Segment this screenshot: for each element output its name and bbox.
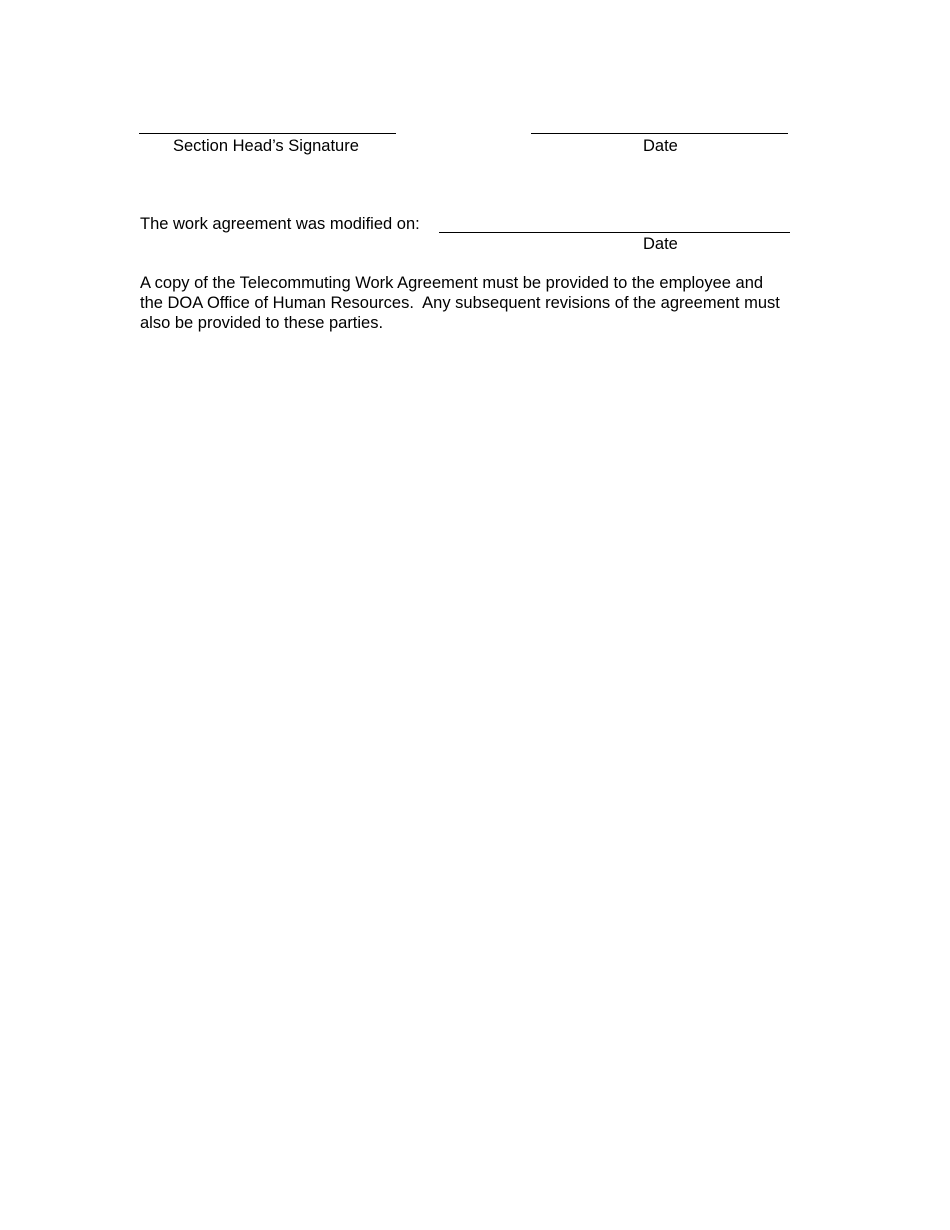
modified-on-label: The work agreement was modified on: xyxy=(140,215,420,233)
notice-line-2: the DOA Office of Human Resources. Any subsequent revisions of the agreement must xyxy=(140,294,780,312)
section-head-signature-label: Section Head’s Signature xyxy=(173,137,359,155)
signature-date-label: Date xyxy=(643,137,678,155)
signature-date-line[interactable] xyxy=(531,133,788,134)
modified-on-date-line[interactable] xyxy=(439,232,790,233)
notice-line-1: A copy of the Telecommuting Work Agreement must be provided to the employee and xyxy=(140,274,764,292)
modified-on-date-label: Date xyxy=(643,235,678,253)
distribution-notice xyxy=(140,273,812,333)
notice-line-3: also be provided to these parties. xyxy=(140,314,384,332)
section-head-signature-line[interactable] xyxy=(139,133,396,134)
